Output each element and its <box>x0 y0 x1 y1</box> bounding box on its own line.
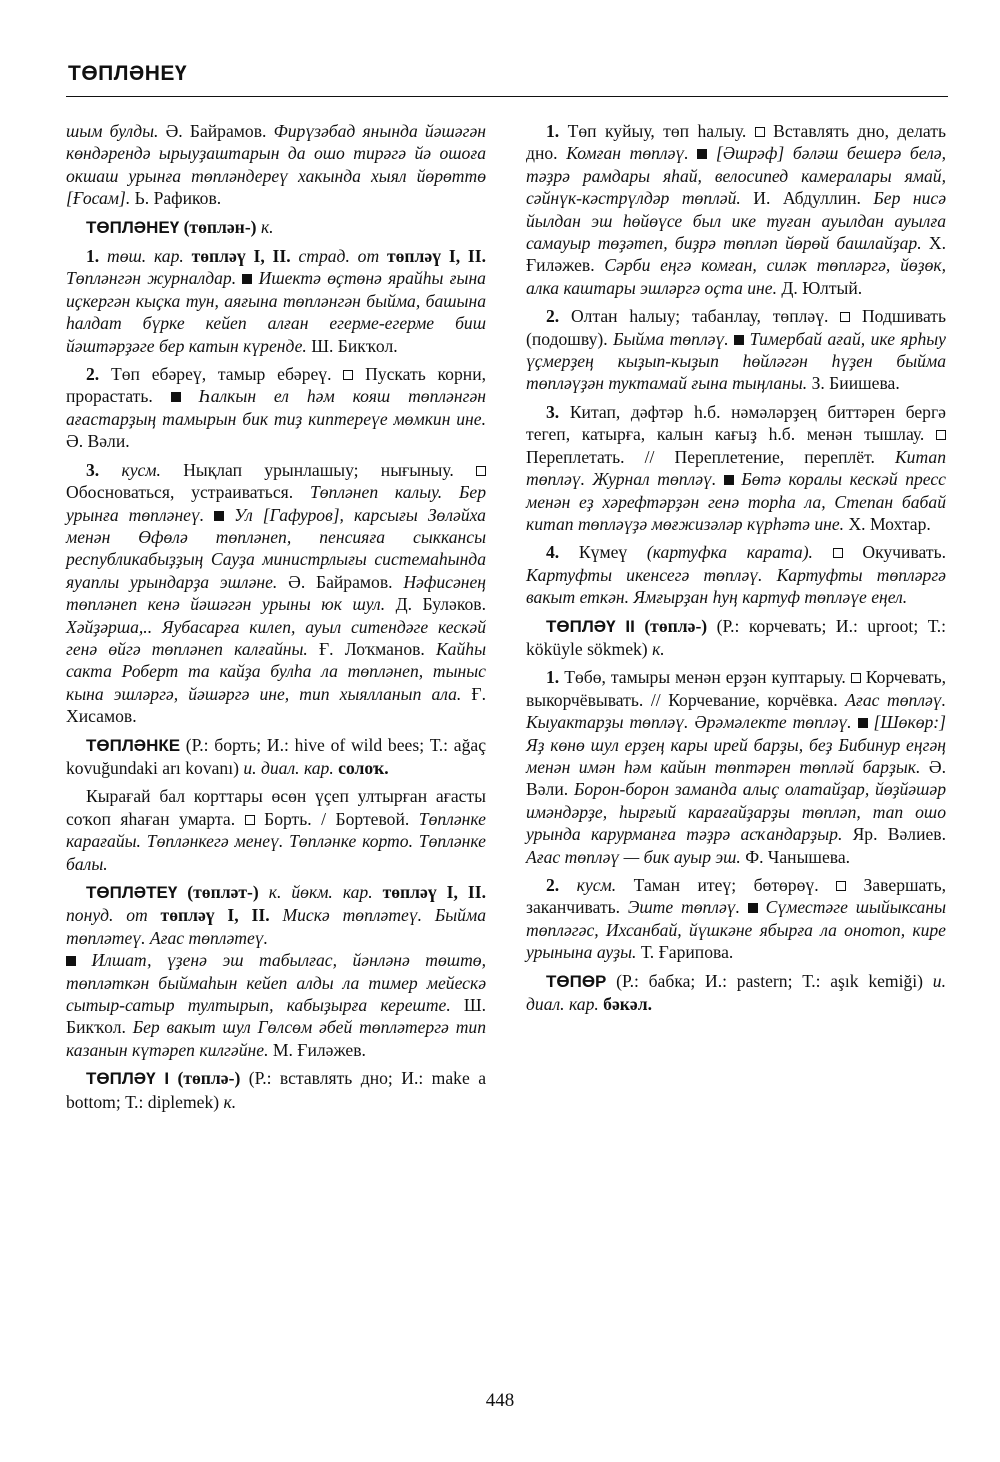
author: Ә. Вәли. <box>526 756 946 800</box>
quote: [Шөкөр:] Яҙ көнө шул ерҙең кары ирей барҙы, беҙ Бибинур еңгәң менән имән һәм кайын төптәрен төпләй барҙык. <box>526 712 946 777</box>
quote: Илшат, үҙенә эш табылғас, йәнләнә төштө, төпләткән быймаһын кейеп алды ла тимер мейескә сытыр-сатыр тултырып, кабыҙырға кереште. <box>66 950 486 1016</box>
quote: Сүместәге шыйыксаны төпләгәс, Ихсанбай, йүшкәне ябырға ла онотоп, кире урынына ауҙы. <box>526 897 946 963</box>
translations: (Р.: корчевать; И.: uproot; Т.: köküyle sökmek) <box>526 615 946 659</box>
author: Ш. Бикҡол. <box>66 995 487 1038</box>
sense-number: 1. <box>546 667 560 688</box>
stem: (төплән-) <box>179 216 261 237</box>
sense <box>526 874 946 964</box>
russian-gloss: Корчевать, выкорчёвывать. // Корчевание, корчёвка. <box>526 667 947 710</box>
author: Х. Мохтар. <box>844 513 931 534</box>
part-of-speech: к. <box>223 1091 237 1112</box>
white-square-icon <box>840 312 850 322</box>
cross-ref: бәкәл. <box>603 994 652 1015</box>
example-text: Төпләнгән журналдар. <box>66 268 243 289</box>
author: Ә. Вәли. <box>66 431 130 452</box>
white-square-icon <box>245 815 255 825</box>
left-column <box>66 120 486 1119</box>
example-text: шым булды. <box>66 121 159 141</box>
quote: Тимербай ағай, ике ярһыу үҫмерҙең кыҙып-кыҙып һөйләгән һүҙен быйма төпләүҙән туктамай ғына тыңланы. <box>526 328 946 394</box>
sense-number: 2. <box>546 875 560 895</box>
russian-gloss: Борть. / Бортевой. <box>254 808 419 829</box>
author: Х. Ғиләжев. <box>526 233 946 276</box>
author: Ғ. Хисамов. <box>66 683 486 727</box>
sense <box>66 245 486 357</box>
stem: (төплә-) <box>169 1068 249 1089</box>
black-square-icon <box>171 392 181 402</box>
black-square-icon <box>66 956 76 966</box>
white-square-icon <box>936 430 946 440</box>
author: Ә. Байрамов. <box>158 121 274 141</box>
white-square-icon <box>755 127 765 137</box>
headword: ТӨПЛӘҮ II <box>546 616 635 636</box>
quote: Борон-борон заманда алыҫ олатайҙар, йөҙйәшәр имәндәрҙе, һырғый карағайҙарҙы төпләп, тап ошо урында карурманға тәҙрә асҡандарҙыр. <box>526 779 946 845</box>
author: Д. Юлтый. <box>777 277 863 298</box>
gloss: кар. <box>564 994 604 1015</box>
headword: ТӨПЛӘНЕҮ <box>86 217 180 237</box>
cross-ref: төпләү I, II. <box>191 246 291 267</box>
black-square-icon <box>724 475 734 485</box>
white-square-icon <box>476 466 486 476</box>
author: М. Ғиләжев. <box>268 1039 366 1060</box>
gloss: кар. <box>299 757 339 778</box>
white-square-icon <box>851 673 861 683</box>
author: Ә. Байрамов. <box>277 571 404 592</box>
definition: Күмеү <box>559 542 647 563</box>
sense <box>66 459 486 728</box>
sense <box>526 120 946 299</box>
sense-number: 3. <box>546 401 560 422</box>
dictionary-entry <box>526 615 946 661</box>
example-text: Мискә төпләтеү. Быйма төпләтеү. Ағас төпләтеү. <box>66 905 487 948</box>
example-text: Фирүзәбад янында йәшәгән көндәрендә ырыуҙаштарын да ошо тирәгә йә ошоға окшаш урынға төпләндереү хакында хыял йөрөттө [Ғосам]. <box>66 121 486 209</box>
headword: ТӨПЛӘТЕҮ <box>86 883 178 902</box>
white-square-icon <box>343 370 353 380</box>
russian-gloss: Переплетать. // Переплетение, переплёт. <box>526 446 895 467</box>
sense-number: 4. <box>546 542 560 563</box>
definition: Олтан һалыу; табанлау, төпләү. <box>559 306 841 327</box>
part-of-speech: и. диал. <box>243 757 300 778</box>
headword: ТӨПЛӘҮ I <box>86 1069 170 1089</box>
part-of-speech: к. <box>652 638 665 659</box>
example-text: Ағас төпләү. Кыуактарҙы төпләү. Әрәмәлекте төпләү. <box>526 689 946 733</box>
sense <box>66 363 486 453</box>
dictionary-entry <box>526 970 946 1016</box>
translations: (Р.: бабка; И.: pastern; Т.: aşık kemiği) <box>606 970 933 991</box>
sense-number: 1. <box>546 121 560 141</box>
header-rule <box>66 96 948 97</box>
sense-number: 1. <box>86 246 100 267</box>
russian-gloss: Подшивать (подошву). <box>526 306 947 349</box>
part-of-speech: к. <box>260 216 274 237</box>
headword: ТӨПӨР <box>546 971 607 991</box>
usage-label: кусм. <box>559 875 617 895</box>
definition: Төп куйыу, төп һалыу. <box>559 121 755 141</box>
definition: Таман итеү; бөтөрөү. <box>616 875 837 895</box>
sense <box>526 541 946 608</box>
black-square-icon <box>242 274 252 284</box>
part-of-speech: к. йөкм. кар. <box>268 882 383 902</box>
russian-gloss: Обосноваться, устраиваться. <box>66 482 310 503</box>
sense <box>526 401 946 535</box>
definition: Нықлап урынлашыу; нығыныу. <box>160 459 476 480</box>
definition: Төбө, тамыры менән ерҙән куптарыу. <box>559 667 851 688</box>
black-square-icon <box>214 511 224 521</box>
right-column <box>526 120 946 1021</box>
sense <box>66 785 486 875</box>
definition: Кырағай бал корттары өсөн үҫеп ултырған ағасты соҡоп яһаған умарта. <box>66 786 486 829</box>
quote: Һалкын ел һәм кояш төпләнгән ағастарҙың тамырын бик тиҙ киптереүе мөмкин ине. <box>66 386 486 429</box>
author: Ш. Бикҡол. <box>306 335 398 356</box>
russian-gloss: Завершать, заканчивать. <box>526 875 947 918</box>
quote: Ул [Гафуров], карсығы Зөләйха менән Өфөлә төпләнеп, пенсияға сыккансы республикабыҙҙың Сауҙа министрлығы системаһында яуаплы урындарҙа эшләне. <box>66 504 486 592</box>
quote: Ағас төпләү — бик ауыр эш. <box>526 846 741 867</box>
white-square-icon <box>833 548 843 558</box>
page-number: 448 <box>485 1390 515 1411</box>
cross-ref: төпләү I, II. <box>386 246 486 267</box>
example-text: Картуфты икенсегә төпләү. Картуфты төпләргә вакыт еткән. Ямғырҙан һуң картуф төпләүе еңел. <box>526 564 946 608</box>
author: Ь. Рафиков. <box>130 188 222 209</box>
sense-number: 3. <box>86 459 100 480</box>
author: Д. Буләков. <box>385 594 486 615</box>
example-text: Комған төпләү. <box>566 143 698 164</box>
translations: (Р.: вставлять дно; И.: make a bottom; Т.: diplemek) <box>66 1068 487 1112</box>
quote: Бер вакыт шул Гөлсөм әбей төпләтергә тип казанын күтәреп килгәйне. <box>66 1017 486 1060</box>
russian-gloss: Окучивать. <box>842 542 946 563</box>
example-text: Китап төпләү. Журнал төпләү. <box>526 446 946 490</box>
example-text: Быйма төпләү. <box>613 328 735 349</box>
white-square-icon <box>836 881 846 891</box>
author: И. Абдуллин. <box>740 188 874 209</box>
black-square-icon <box>734 335 744 345</box>
quote: Кайһы сакта Роберт та кайҙа булһа ла төпләнеп, тыныс кына эшләргә, йәшәргә ине, тип хыялланып ала. <box>66 638 486 704</box>
stem: (төплә-) <box>634 615 717 636</box>
part-of-speech: и. диал. <box>526 970 946 1015</box>
quote: Хәйҙәрша,.. Яубасарға килеп, ауыл ситендәге кескәй генә өйгә төпләнеп калғайны. <box>66 616 486 659</box>
quote: Бер нисә йылдан эш һөйөүсе был ике туған ауылдан ауылға самауыр төҙәтеп, биҙрә төпләп йөрөй башлайҙар. <box>526 188 946 254</box>
sense <box>526 305 946 395</box>
sense-number: 2. <box>546 306 560 327</box>
black-square-icon <box>858 718 868 728</box>
author: З. Биишева. <box>807 373 900 394</box>
sense-number: 2. <box>86 364 100 385</box>
example-text: Эште төпләү. <box>627 897 748 918</box>
quote: Ишектә өҫтөнә ярайһы ғына иҫкергән кыҫка тун, аяғына төпләнгән быйма, башына һалдат бүрке кейеп алған егерме-егерме биш йәштәрҙәге бер катын күренде. <box>66 268 486 356</box>
author: Ф. Чанышева. <box>740 846 851 867</box>
black-square-icon <box>697 149 707 159</box>
dictionary-entry <box>66 881 486 1061</box>
cross-ref: солоҡ. <box>338 757 389 778</box>
example-text: Төпләнеп калыу. Бер урынға төпләнеү. <box>66 482 486 525</box>
russian-gloss: Пускать корни, прорастать. <box>66 364 487 407</box>
entry-continuation <box>66 120 486 210</box>
cross-ref: төпләү I, II. <box>160 905 270 926</box>
translations: (Р.: борть; И.: hive of wild bees; Т.: ağaç kovuğundaki arı kovanı) <box>66 734 486 778</box>
dictionary-entry <box>66 734 486 780</box>
usage-label: кусм. <box>99 459 161 480</box>
quote: Сәрби еңгә комған, силәк төпләргә, йөҙөк, алка каштары эшләргә оҫта ине. <box>526 255 946 298</box>
stem: (төпләт-) <box>177 882 269 902</box>
quote: Нәфисәнең төпләнеп кенә йәшәгән урыны юк шул. <box>66 571 487 615</box>
dictionary-entry <box>66 1067 486 1113</box>
usage-label: (картуфка карата). <box>646 542 833 563</box>
cross-ref: төпләү I, II. <box>382 882 486 902</box>
author: Т. Ғарипова. <box>636 942 734 963</box>
running-head: ТӨПЛӘНЕҮ <box>68 62 188 85</box>
russian-gloss: Вставлять дно, делать дно. <box>526 121 947 164</box>
author: Яр. Вәлиев. <box>842 824 946 845</box>
sense <box>526 666 946 868</box>
definition: Китап, дәфтәр һ.б. нәмәләрҙең биттәрен бергә тегеп, катырға, калын кағыҙ һ.б. менән тышлау. <box>526 401 946 445</box>
gloss: төш. кар. <box>99 246 192 267</box>
headword: ТӨПЛӘНКЕ <box>86 735 181 755</box>
gloss: страд. от <box>290 246 387 267</box>
dictionary-entry <box>66 216 486 239</box>
definition: Төп ебәреү, тамыр ебәреү. <box>99 364 344 385</box>
example-text: Төпләнке карағайы. Төпләнкегә менеү. Төпләнке корто. Төпләнке балы. <box>66 808 486 874</box>
black-square-icon <box>748 903 758 913</box>
quote: Бөтә коралы кескәй пресс менән еҙ хәрефтәрҙән генә торһа ла, Степан бабай китап төпләүҙә мөғжизәләр күрһәтә ине. <box>526 469 946 534</box>
gloss: понуд. от <box>66 905 161 926</box>
quote: [Әшрәф] бәләш бешерә белә, тәҙрә рамдары яһай, велосипед камералары ямай, сәйнүк-кәстрүлдәр төпләй. <box>526 143 947 209</box>
author: Ғ. Лоҡманов. <box>307 638 436 659</box>
